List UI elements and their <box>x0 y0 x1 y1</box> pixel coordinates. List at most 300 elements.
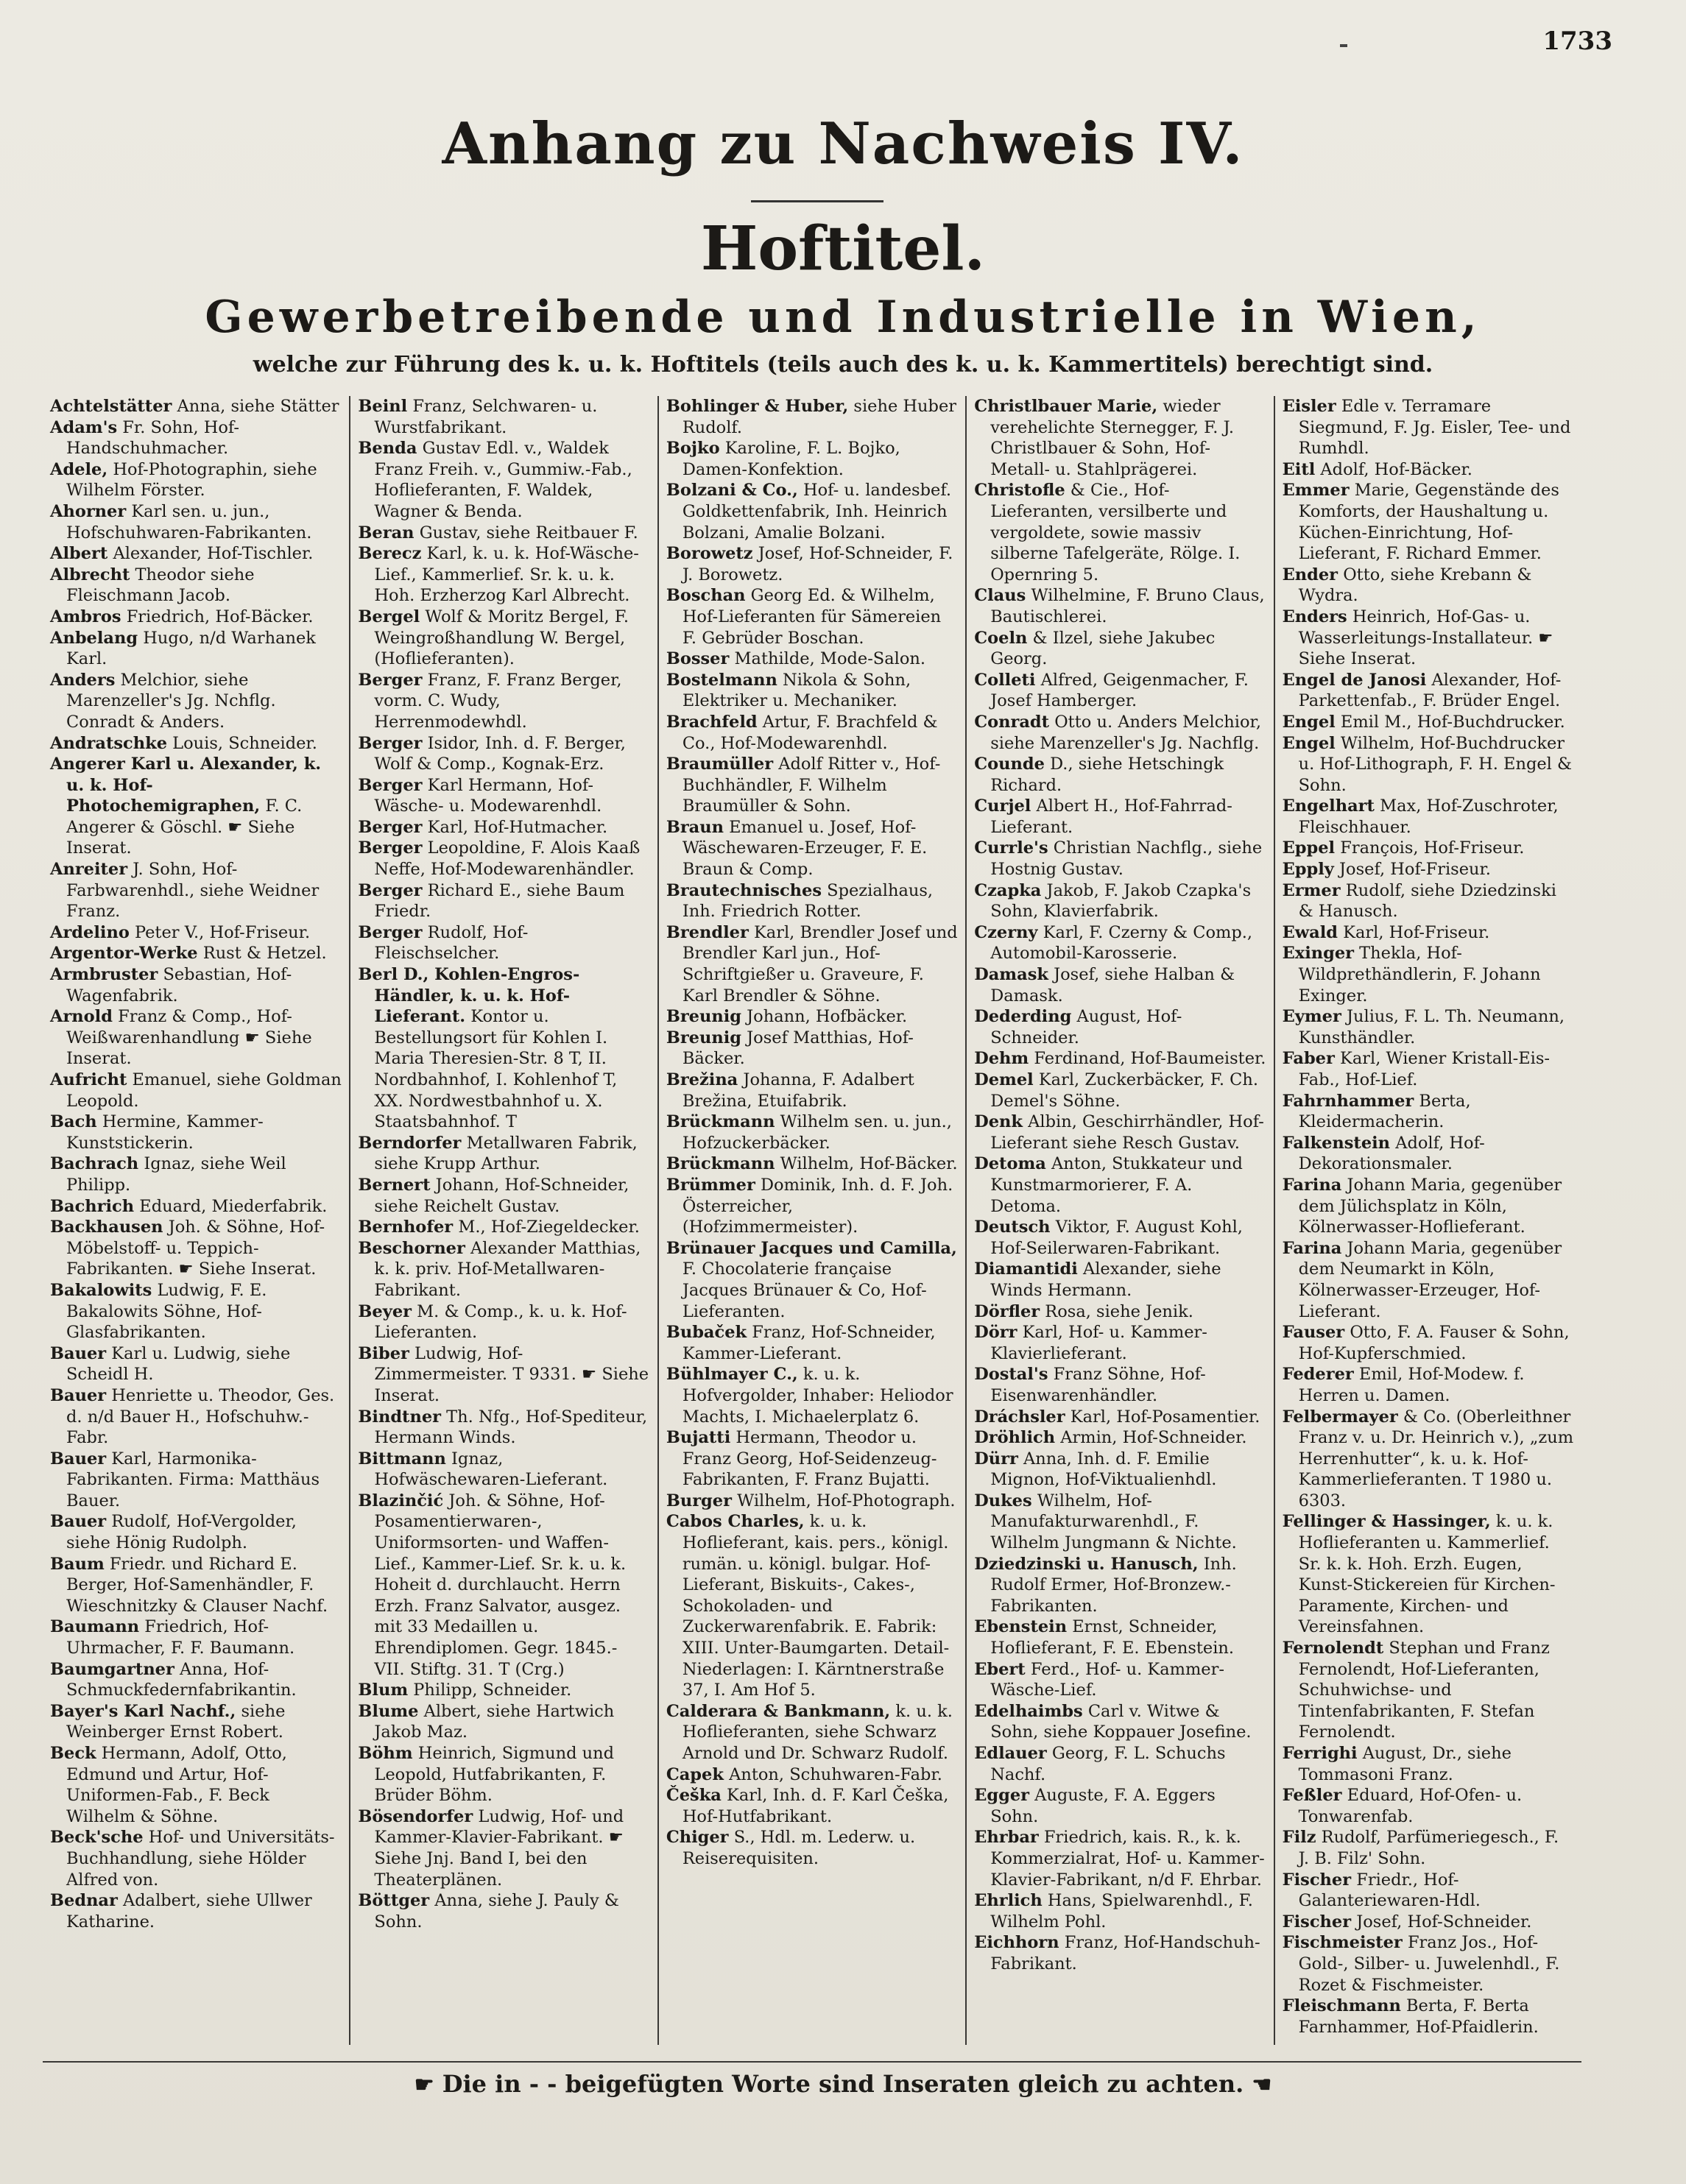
directory-entry <box>666 1006 958 1028</box>
entry-details: Alexander Matthias, k. k. priv. Hof-Metallwaren-Fabrikant. <box>374 1238 641 1300</box>
directory-entry <box>974 712 1266 754</box>
directory-entry <box>358 607 649 670</box>
directory-entry <box>974 1407 1266 1428</box>
entry-details: Th. Nfg., Hof-Spediteur, Hermann Winds. <box>374 1407 648 1448</box>
directory-entry <box>1283 922 1574 944</box>
entry-name: Bachrach <box>50 1154 139 1174</box>
entry-details: F. Chocolaterie française Jacques Brünauer & Co, Hof-Lieferanten. <box>682 1259 927 1321</box>
entry-details: Armin, Hof-Schneider. <box>1060 1428 1247 1448</box>
entry-name: Edelhaimbs <box>974 1701 1083 1721</box>
entry-name: Counde <box>974 754 1045 774</box>
directory-entry <box>50 1343 342 1385</box>
entry-name: Calderara & Bankmann, <box>666 1701 891 1721</box>
directory-entry <box>50 1153 342 1195</box>
entry-name: Beck'sche <box>50 1828 144 1848</box>
entry-details: Albert, siehe Hartwich Jakob Maz. <box>374 1701 615 1742</box>
entry-name: Enders <box>1282 607 1347 626</box>
entry-name: Ender <box>1282 565 1338 584</box>
entry-name: Feßler <box>1282 1786 1342 1806</box>
entry-name: Brümmer <box>666 1175 755 1195</box>
directory-entry <box>50 943 342 964</box>
directory-entry <box>50 1616 342 1658</box>
directory-entry <box>666 1764 958 1786</box>
directory-entry <box>358 775 649 817</box>
entry-details: Karl, Hof-Friseur. <box>1343 922 1490 942</box>
entry-name: Ferrighi <box>1282 1744 1358 1763</box>
directory-entry <box>358 1890 649 1932</box>
directory-entry <box>974 1827 1266 1890</box>
directory-entry <box>358 1175 649 1217</box>
entry-name: Anders <box>50 670 116 690</box>
directory-entry <box>1283 1827 1574 1869</box>
directory-entry <box>974 1259 1266 1301</box>
entry-name: Beschorner <box>358 1238 465 1258</box>
directory-entry <box>974 1070 1266 1112</box>
directory-entry <box>50 859 342 922</box>
entry-details: Karl Hermann, Hof-Wäsche- u. Modewarenhdl. <box>374 775 602 816</box>
entry-name: Berger <box>358 922 423 942</box>
directory-entry <box>974 1554 1266 1617</box>
entry-details: Alfred, Geigenmacher, F. Josef Hamberger. <box>990 670 1249 711</box>
directory-entry <box>358 1743 649 1806</box>
directory-entry <box>974 1217 1266 1259</box>
entry-details: Wilhelm, Hof-Bäcker. <box>780 1154 958 1174</box>
entry-details: Wolf & Moritz Bergel, F. Weingroßhandlung W. Bergel, (Hoflieferanten). <box>374 607 629 669</box>
entry-details: Hof- und Universitäts-Buchhandlung, siehe Hölder Alfred von. <box>66 1828 335 1890</box>
entry-name: Beinl <box>358 397 408 416</box>
entry-details: Melchior, siehe Marenzeller's Jg. Nchflg. Conradt & Anders. <box>66 670 276 732</box>
entry-details: Joh. & Söhne, Hof-Posamentierwaren-, Uniformsorten- und Waffen-Lief., Kammer-Lief. Sr. k. u. k. Hoheit d. durchlaucht. Herrn Erzh. Franz Salvator, ausgez. mit 33 Medaillen u. Ehrendiplomen. Gegr. 1845.- VII. Stiftg. 31. T (Crg.) <box>374 1491 627 1679</box>
entry-name: Češka <box>666 1786 722 1806</box>
entry-details: wieder verehelichte Sternegger, F. J. Christlbauer & Sohn, Hof-Metall- u. Stahlprägerei. <box>990 397 1234 479</box>
entry-details: Johanna, F. Adalbert Brežina, Etuifabrik. <box>682 1070 914 1111</box>
entry-details: Albin, Geschirrhändler, Hof-Lieferant siehe Resch Gustav. <box>990 1112 1264 1153</box>
directory-entry <box>974 922 1266 964</box>
entry-details: Friedrich, Hof-Uhrmacher, F. F. Baumann. <box>66 1617 295 1658</box>
directory-entry <box>974 1701 1266 1743</box>
directory-entry <box>666 480 958 543</box>
entry-details: Viktor, F. August Kohl, Hof-Seilerwaren-Fabrikant. <box>990 1218 1243 1258</box>
directory-entry <box>1283 1511 1574 1638</box>
directory-entry <box>974 585 1266 627</box>
entry-name: Bauer <box>50 1449 107 1469</box>
entry-name: Berecz <box>358 544 422 564</box>
entry-details: Eduard, Hof-Ofen- u. Tonwarenfab. <box>1298 1786 1523 1826</box>
entry-name: Fauser <box>1282 1323 1345 1343</box>
directory-entry <box>666 1153 958 1175</box>
entry-details: Rosa, siehe Jenik. <box>1045 1301 1193 1321</box>
entry-details: Carl v. Witwe & Sohn, siehe Koppauer Josefine. <box>990 1701 1252 1742</box>
entry-name: Bakalowits <box>50 1280 152 1300</box>
entry-details: Johann Maria, gegenüber dem Neumarkt in Köln, Kölnerwasser-Erzeuger, Hof-Lieferant. <box>1298 1238 1562 1321</box>
entry-name: Filz <box>1282 1828 1316 1848</box>
entry-name: Bauer <box>50 1343 107 1363</box>
entry-details: k. u. k. Hofvergolder, Inhaber: Heliodor Machts, I. Michaelerplatz 6. <box>682 1365 953 1427</box>
directory-entry <box>50 459 342 501</box>
entry-details: Otto, siehe Krebann & Wydra. <box>1298 565 1532 606</box>
entry-details: Ignaz, siehe Weil Philipp. <box>66 1154 286 1195</box>
entry-details: F. C. Angerer & Göschl. ☛ Siehe Inserat. <box>66 796 303 858</box>
directory-entry <box>666 1364 958 1427</box>
entry-name: Boschan <box>666 586 746 606</box>
entry-name: Federer <box>1282 1365 1354 1385</box>
directory-entry <box>50 1280 342 1343</box>
entry-name: Breunig <box>666 1028 741 1047</box>
entry-name: Berger <box>358 733 423 753</box>
pointing-hand-left-icon: ☚ <box>1252 2072 1272 2098</box>
entry-name: Engel de Janosi <box>1282 670 1427 690</box>
entry-name: Ehrlich <box>974 1891 1043 1911</box>
entry-name: Baum <box>50 1554 105 1574</box>
directory-entry <box>358 438 649 522</box>
directory-entry <box>1283 1048 1574 1090</box>
directory-entry <box>50 1112 342 1153</box>
entry-details: François, Hof-Friseur. <box>1340 838 1525 858</box>
entry-details: Spezialhaus, Inh. Friedrich Rotter. <box>682 880 934 922</box>
entry-details: Josef, Hof-Friseur. <box>1339 860 1491 880</box>
entry-name: Bubaček <box>666 1323 747 1343</box>
entry-details: k. u. k. Hoflieferanten, siehe Schwarz Arnold und Dr. Schwarz Rudolf. <box>682 1701 953 1763</box>
directory-entry <box>974 1322 1266 1364</box>
entry-details: S., Hdl. m. Lederw. u. Reiserequisiten. <box>682 1828 916 1868</box>
entry-name: Dostal's <box>974 1365 1048 1385</box>
directory-entry <box>50 670 342 733</box>
entry-details: Thekla, Hof-Wildprethändlerin, F. Johann Exinger. <box>1298 944 1541 1006</box>
directory-entry <box>50 607 342 628</box>
directory-entry <box>666 670 958 712</box>
directory-entry <box>50 417 342 459</box>
entry-details: Franz, F. Franz Berger, vorm. C. Wudy, Herrenmodewhdl. <box>374 670 622 732</box>
entry-name: Fischmeister <box>1282 1933 1403 1953</box>
entry-details: Franz Söhne, Hof-Eisenwarenhändler. <box>990 1365 1206 1405</box>
entry-name: Dörfler <box>974 1301 1040 1321</box>
entry-name: Adam's <box>50 417 118 437</box>
entry-name: Dederding <box>974 1007 1072 1027</box>
directory-column-4 <box>965 396 1273 2045</box>
entry-details: Artur, F. Brachfeld & Co., Hof-Modewarenhdl. <box>682 712 938 753</box>
entry-name: Brendler <box>666 922 749 942</box>
entry-name: Fischer <box>1282 1912 1352 1932</box>
directory-entry <box>1283 838 1574 859</box>
entry-name: Exinger <box>1282 944 1354 964</box>
entry-details: Emil M., Hof-Buchdrucker. <box>1340 712 1565 732</box>
entry-name: Coeln <box>974 628 1028 648</box>
entry-name: Argentor-Werke <box>50 944 198 964</box>
entry-details: Johann, Hof-Schneider, siehe Reichelt Gustav. <box>374 1175 629 1216</box>
entry-details: Dominik, Inh. d. F. Joh. Österreicher, (Hofzimmermeister). <box>682 1175 953 1237</box>
directory-entry <box>666 817 958 880</box>
directory-entry <box>358 922 649 964</box>
directory-entry <box>50 501 342 543</box>
directory-entry <box>974 838 1266 880</box>
entry-name: Chiger <box>666 1828 729 1848</box>
directory-entry <box>666 1785 958 1827</box>
entry-details: J. Sohn, Hof-Farbwarenhdl., siehe Weidner Franz. <box>66 860 320 922</box>
entry-name: Biber <box>358 1343 409 1363</box>
entry-name: Brückmann <box>666 1112 775 1132</box>
entry-name: Ebert <box>974 1659 1026 1679</box>
directory-entry <box>974 1932 1266 1974</box>
entry-name: Backhausen <box>50 1218 163 1237</box>
directory-entry <box>358 1680 649 1701</box>
directory-entry <box>666 438 958 480</box>
entry-details: Berta, Kleidermacherin. <box>1298 1091 1471 1132</box>
entry-name: Bostelmann <box>666 670 777 690</box>
directory-entry <box>974 1301 1266 1323</box>
directory-entry <box>666 880 958 922</box>
entry-details: Anna, siehe J. Pauly & Sohn. <box>374 1891 619 1932</box>
directory-entry <box>666 922 958 1006</box>
entry-name: Denk <box>974 1112 1023 1132</box>
entry-name: Dehm <box>974 1049 1029 1069</box>
directory-entry <box>358 396 649 438</box>
entry-name: Bühlmayer C., <box>666 1365 798 1385</box>
entry-name: Damask <box>974 965 1048 985</box>
entry-details: Karl, Inh. d. F. Karl Češka, Hof-Hutfabrikant. <box>682 1786 949 1826</box>
entry-name: Eichhorn <box>974 1933 1059 1953</box>
directory-entry <box>974 670 1266 712</box>
directory-entry <box>1283 396 1574 459</box>
directory-entry <box>974 480 1266 585</box>
entry-details: Edle v. Terramare Siegmund, F. Jg. Eisler, Tee- und Rumhdl. <box>1298 397 1571 459</box>
entry-name: Albert <box>50 544 108 564</box>
entry-details: Karl, k. u. k. Hof-Wäsche-Lief., Kammerlief. Sr. k. u. k. Hoh. Erzherzog Karl Albrecht. <box>374 544 639 606</box>
entry-name: Berndorfer <box>358 1133 462 1153</box>
entry-details: Rudolf, Parfümeriegesch., F. J. B. Filz' Sohn. <box>1298 1828 1559 1868</box>
directory-entry <box>1283 565 1574 607</box>
directory-entry <box>50 964 342 1006</box>
entry-details: Theodor siehe Fleischmann Jacob. <box>66 565 255 606</box>
entry-name: Faber <box>1282 1049 1335 1069</box>
entry-details: Jakob, F. Jakob Czapka's Sohn, Klavierfabrik. <box>990 880 1252 922</box>
entry-details: Hans, Spielwarenhdl., F. Wilhelm Pohl. <box>990 1891 1253 1932</box>
directory-entry <box>666 543 958 585</box>
entry-details: Eduard, Miederfabrik. <box>139 1196 328 1216</box>
entry-details: Fr. Sohn, Hof-Handschuhmacher. <box>66 417 240 459</box>
entry-details: Sebastian, Hof-Wagenfabrik. <box>66 965 292 1006</box>
directory-entry <box>50 628 342 670</box>
entry-details: Julius, F. L. Th. Neumann, Kunsthändler. <box>1298 1007 1565 1047</box>
directory-column-2 <box>349 396 657 2045</box>
directory-entry <box>666 1491 958 1512</box>
directory-entry <box>50 1743 342 1827</box>
entry-details: Franz, Selchwaren- u. Wurstfabrikant. <box>374 397 598 437</box>
entry-details: Wilhelm sen. u. jun., Hofzuckerbäcker. <box>682 1112 952 1153</box>
entry-details: Richard E., siehe Baum Friedr. <box>374 880 625 922</box>
entry-details: Josef, Hof-Schneider, F. J. Borowetz. <box>682 544 953 584</box>
entry-details: Alexander, Hof-Parkettenfab., F. Brüder Engel. <box>1298 670 1562 711</box>
directory-entry <box>974 1006 1266 1048</box>
directory-entry <box>50 1827 342 1890</box>
entry-name: Ermer <box>1282 880 1341 900</box>
entry-name: Albrecht <box>50 565 130 584</box>
directory-entry <box>50 565 342 607</box>
directory-entry <box>666 1028 958 1070</box>
directory-entry <box>358 1133 649 1175</box>
directory-entry <box>358 817 649 838</box>
entry-details: Hermann, Theodor u. Franz Georg, Hof-Seidenzeug-Fabrikanten, F. Franz Bujatti. <box>682 1428 937 1490</box>
directory-entry <box>974 1659 1266 1701</box>
entry-details: Auguste, F. A. Eggers Sohn. <box>990 1786 1216 1826</box>
entry-details: Max, Hof-Zuschroter, Fleischhauer. <box>1298 796 1559 837</box>
entry-name: Colleti <box>974 670 1036 690</box>
entry-name: Capek <box>666 1764 724 1784</box>
entry-details: Rust & Hetzel. <box>202 944 327 964</box>
directory-entry <box>50 754 342 859</box>
directory-entry <box>666 1112 958 1153</box>
directory-entry <box>974 1449 1266 1491</box>
entry-name: Eitl <box>1282 459 1316 479</box>
entry-name: Arnold <box>50 1007 113 1027</box>
entry-name: Bach <box>50 1112 97 1132</box>
directory-entry <box>1283 1870 1574 1912</box>
directory-entry <box>50 1196 342 1218</box>
entry-name: Aufricht <box>50 1070 127 1089</box>
directory-entry <box>50 1070 342 1112</box>
entry-name: Baumgartner <box>50 1659 174 1679</box>
entry-details: Berta, F. Berta Farnhammer, Hof-Pfaidlerin. <box>1298 1996 1539 2037</box>
entry-details: Adolf, Hof-Dekorationsmaler. <box>1298 1133 1485 1174</box>
entry-name: Armbruster <box>50 965 158 985</box>
entry-name: Berger <box>358 838 423 858</box>
entry-name: Brežina <box>666 1070 738 1089</box>
directory-entry <box>974 796 1266 838</box>
directory-entry <box>666 585 958 649</box>
entry-details: Georg Ed. & Wilhelm, Hof-Lieferanten für Sämereien F. Gebrüder Boschan. <box>682 586 942 648</box>
entry-name: Bayer's Karl Nachf., <box>50 1701 236 1721</box>
entry-details: M. & Comp., k. u. k. Hof-Lieferanten. <box>374 1301 627 1343</box>
entry-name: Epply <box>1282 860 1334 880</box>
entry-name: Ebenstein <box>974 1617 1068 1637</box>
entry-name: Edlauer <box>974 1744 1047 1763</box>
directory-entry <box>358 523 649 544</box>
entry-name: Dörr <box>974 1323 1017 1343</box>
entry-name: Deutsch <box>974 1218 1051 1237</box>
entry-name: Bittmann <box>358 1449 446 1469</box>
entry-details: Georg, F. L. Schuchs Nachf. <box>990 1744 1226 1784</box>
directory-entry <box>1283 1638 1574 1743</box>
entry-details: & Ilzel, siehe Jakubec Georg. <box>990 628 1216 669</box>
directory-entry <box>358 1301 649 1343</box>
directory-entry <box>974 1890 1266 1932</box>
entry-name: Berger <box>358 670 423 690</box>
entry-name: Bosser <box>666 649 730 669</box>
entry-name: Claus <box>974 586 1026 606</box>
entry-details: Franz, Hof-Schneider, Kammer-Lieferant. <box>682 1323 936 1363</box>
directory-entry <box>666 754 958 817</box>
entry-details: Ferd., Hof- u. Kammer-Wäsche-Lief. <box>990 1659 1224 1700</box>
entry-name: Blume <box>358 1701 419 1721</box>
entry-details: Karl, Hof-Hutmacher. <box>427 817 608 837</box>
entry-details: Adolf Ritter v., Hof-Buchhändler, F. Wilhelm Braumüller & Sohn. <box>682 754 941 816</box>
entry-details: Friedr. und Richard E. Berger, Hof-Samenhändler, F. Wieschnitzky & Clauser Nachf. <box>66 1554 328 1616</box>
directory-entry <box>358 1217 649 1238</box>
directory-entry <box>666 1701 958 1764</box>
entry-details: Wilhelmine, F. Bruno Claus, Bautischlerei. <box>990 586 1265 626</box>
entry-details: Ernst, Schneider, Hoflieferant, F. E. Ebenstein. <box>990 1617 1235 1658</box>
directory-entry <box>666 1070 958 1112</box>
directory-entry <box>1283 1407 1574 1512</box>
entry-details: Anton, Schuhwaren-Fabr. <box>729 1764 942 1784</box>
entry-name: Burger <box>666 1491 732 1510</box>
entry-details: Gustav, siehe Reitbauer F. <box>419 523 638 543</box>
entry-details: Stephan und Franz Fernolendt, Hof-Lieferanten, Schuhwichse- und Tintenfabrikanten, F. Stefan Fernolendt. <box>1298 1639 1550 1742</box>
entry-name: Blazinčić <box>358 1491 444 1510</box>
entry-name: Brünauer Jacques und Camilla, <box>666 1238 957 1258</box>
entry-details: Karl sen. u. jun., Hofschuhwaren-Fabrikanten. <box>66 501 312 543</box>
directory-entry <box>1283 1743 1574 1785</box>
entry-name: Ahorner <box>50 501 127 521</box>
entry-details: Anna, Inh. d. F. Emilie Mignon, Hof-Viktualienhdl. <box>990 1449 1217 1490</box>
entry-details: Hof-Photographin, siehe Wilhelm Förster. <box>66 459 317 501</box>
directory-entry <box>358 1701 649 1743</box>
directory-entry <box>974 1364 1266 1406</box>
entry-name: Fahrnhammer <box>1282 1091 1414 1111</box>
entry-name: Cabos Charles, <box>666 1512 805 1532</box>
entry-details: Ludwig, Hof- und Kammer-Klavier-Fabrikant. ☛ Siehe Jnj. Band I, bei den Theaterplänen. <box>374 1806 624 1890</box>
entry-details: Johann Maria, gegenüber dem Jülichsplatz in Köln, Kölnerwasser-Hoflieferant. <box>1298 1175 1562 1237</box>
directory-entry <box>666 1322 958 1364</box>
entry-name: Dröhlich <box>974 1428 1056 1448</box>
directory-entry <box>1283 859 1574 880</box>
entry-name: Ardelino <box>50 922 130 942</box>
entry-details: Friedrich, Hof-Bäcker. <box>126 607 314 626</box>
entry-name: Benda <box>358 439 417 459</box>
directory-entry <box>666 1827 958 1869</box>
entry-name: Brachfeld <box>666 712 758 732</box>
entry-details: Otto u. Anders Melchior, siehe Marenzeller's Jg. Nachflg. <box>990 712 1261 753</box>
directory-entry <box>974 1427 1266 1449</box>
directory-columns <box>43 396 1581 2045</box>
entry-details: Rudolf, Hof-Vergolder, siehe Hönig Rudolph. <box>66 1512 297 1553</box>
entry-name: Bauer <box>50 1512 107 1532</box>
entry-name: Felbermayer <box>1282 1407 1398 1427</box>
directory-entry <box>358 1449 649 1491</box>
entry-details: Marie, Gegenstände des Komforts, der Haushaltung u. Küchen-Einrichtung, Hof-Lieferant, F. Richard Emmer. <box>1298 481 1559 564</box>
entry-details: Heinrich, Sigmund und Leopold, Hutfabrikanten, F. Brüder Böhm. <box>374 1744 615 1806</box>
entry-details: Louis, Schneider. <box>172 733 317 753</box>
section-description: welche zur Führung des k. u. k. Hoftitels (teils auch des k. u. k. Kammertitels) berechtigt sind. <box>253 352 1433 378</box>
entry-details: & Cie., Hof-Lieferanten, versilberte und vergoldete, sowie massiv silberne Tafelgeräte, Rölge. I. Opernring 5. <box>990 481 1241 584</box>
directory-entry <box>974 880 1266 922</box>
footer-divider <box>43 2061 1581 2063</box>
directory-entry <box>974 628 1266 670</box>
entry-name: Berger <box>358 817 423 837</box>
entry-name: Currle's <box>974 838 1048 858</box>
directory-column-5 <box>1274 396 1581 2045</box>
entry-name: Engelhart <box>1282 796 1375 816</box>
entry-details: Isidor, Inh. d. F. Berger, Wolf & Comp., Kognak-Erz. <box>374 733 626 774</box>
entry-name: Eymer <box>1282 1007 1341 1027</box>
entry-name: Baumann <box>50 1617 140 1637</box>
entry-name: Anbelang <box>50 628 138 648</box>
entry-details: & Co. (Oberleithner Franz v. u. Dr. Heinrich v.), „zum Herrenhutter“, k. u. k. Hof-Kammerlieferanten. T 1980 u. 6303. <box>1298 1407 1574 1510</box>
entry-name: Demel <box>974 1070 1034 1089</box>
directory-entry <box>666 1511 958 1700</box>
directory-entry <box>50 396 342 417</box>
entry-name: Bujatti <box>666 1428 731 1448</box>
entry-details: Karoline, F. L. Bojko, Damen-Konfektion. <box>682 439 900 479</box>
entry-name: Bolzani & Co., <box>666 481 798 501</box>
entry-name: Christlbauer Marie, <box>974 397 1158 416</box>
entry-name: Dziedzinski u. Hanusch, <box>974 1554 1199 1574</box>
directory-entry <box>1283 480 1574 564</box>
entry-details: Metallwaren Fabrik, siehe Krupp Arthur. <box>374 1133 638 1174</box>
entry-name: Bohlinger & Huber, <box>666 397 849 416</box>
entry-details: Wilhelm, Hof-Buchdrucker u. Hof-Lithograph, F. H. Engel & Sohn. <box>1298 733 1573 795</box>
entry-name: Andratschke <box>50 733 168 753</box>
entry-name: Farina <box>1282 1238 1342 1258</box>
